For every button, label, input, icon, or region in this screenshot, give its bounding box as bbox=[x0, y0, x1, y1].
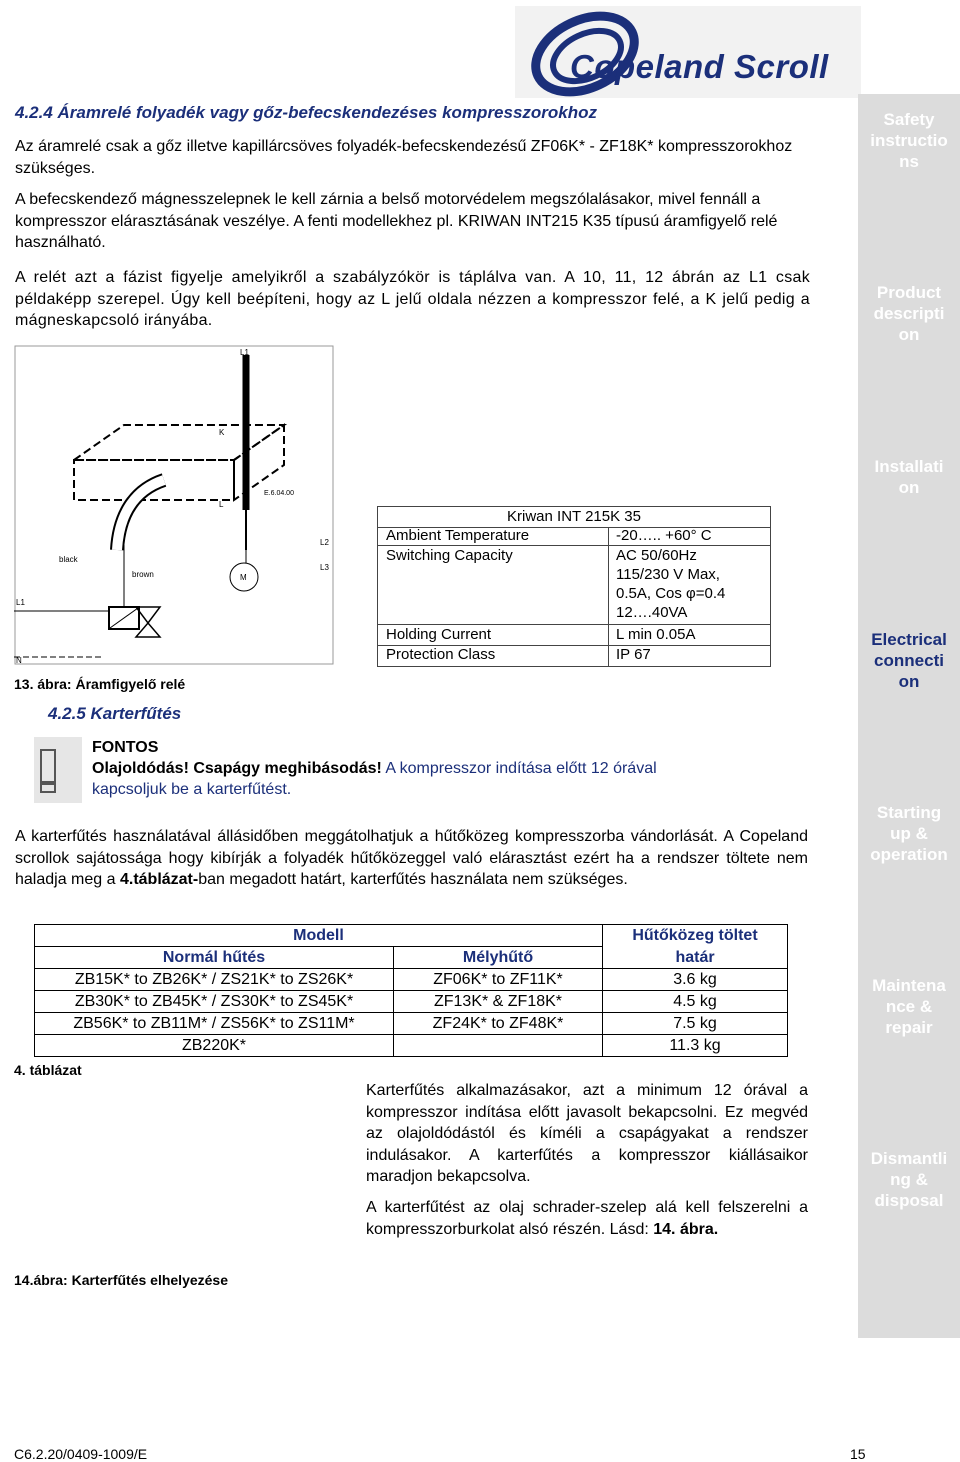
diagram-label-l1-top: L1 bbox=[240, 348, 249, 357]
table4-cell-limit: 4.5 kg bbox=[603, 991, 788, 1013]
paragraph-intro: Az áramrelé csak a gőz illetve kapillárcsöves folyadék-befecskendezésű ZF06K* - ZF18K* kompresszorokhoz szükséges. bbox=[15, 138, 793, 177]
sidebar-item-label: Electrical bbox=[871, 630, 947, 649]
section-title-4-2-4: 4.2.4 Áramrelé folyadék vagy gőz-befecskendezéses kompresszorokhoz bbox=[15, 103, 598, 122]
spec-value-switching-3: 0.5A, Cos φ=0.4 bbox=[616, 585, 726, 602]
diagram-label-l1-left: L1 bbox=[16, 598, 25, 607]
diagram-label-e: E.6.04.00 bbox=[264, 490, 294, 497]
important-text: A kompresszor indítása előtt 12 órával kapcsoljuk be a karterfűtést. bbox=[92, 760, 657, 798]
logo-wordmark: Copeland Scroll bbox=[570, 48, 829, 85]
sidebar-item-label: on bbox=[898, 672, 920, 691]
paragraph-crankcase-heater bbox=[15, 826, 808, 891]
sidebar-item-safety[interactable] bbox=[858, 109, 960, 172]
table-row bbox=[35, 1035, 788, 1057]
diagram-label-n: N bbox=[16, 656, 22, 665]
spec-value-protection: IP 67 bbox=[616, 646, 651, 663]
spec-label-ambient: Ambient Temperature bbox=[386, 527, 530, 544]
table4-header-limit-1: Hűtőközeg töltet bbox=[603, 925, 788, 947]
footer-page-number: 15 bbox=[850, 1446, 866, 1462]
sidebar-item-product[interactable] bbox=[858, 282, 960, 345]
spec-value-ambient: -20….. +60° C bbox=[616, 527, 712, 544]
chapter-sidebar bbox=[858, 94, 960, 1338]
footer-doc-id: C6.2.20/0409-1009/E bbox=[14, 1446, 148, 1462]
spec-value-switching-4: 12….40VA bbox=[616, 604, 688, 621]
sidebar-item-label: Dismantli bbox=[870, 1149, 948, 1168]
spec-label-holding: Holding Current bbox=[386, 626, 492, 643]
refrigerant-charge-table bbox=[34, 924, 788, 1057]
spec-value-switching-1: AC 50/60Hz bbox=[616, 547, 697, 564]
spec-label-switching: Switching Capacity bbox=[386, 547, 513, 564]
sidebar-item-label: on bbox=[898, 478, 920, 497]
sidebar-item-label: instructio bbox=[870, 131, 948, 150]
sidebar-item-installation[interactable] bbox=[858, 456, 960, 498]
diagram-label-m: M bbox=[240, 573, 247, 582]
diagram-label-l3: L3 bbox=[320, 563, 329, 572]
sidebar-item-label: connecti bbox=[874, 651, 944, 670]
table4-cell-normal: ZB15K* to ZB26K* / ZS21K* to ZS26K* bbox=[35, 969, 394, 991]
paragraph-crankcase-b: ban megadott határt, karterfűtés használata nem szükséges. bbox=[198, 871, 628, 888]
sidebar-item-label: Maintena bbox=[872, 976, 946, 995]
table4-cell-melyhuto: ZF06K* to ZF11K* bbox=[394, 969, 603, 991]
paragraph-valve-text: A befecskendező mágnesszelepnek le kell zárnia a belső motorvédelem megszólalásakor, mivel fennáll a kompresszor elárasztásának veszélye. A fenti modellekhez pl. KRIWAN INT215 K35 típusú áramfigyelő relé használható. bbox=[15, 191, 778, 251]
sidebar-item-label: operation bbox=[870, 845, 948, 864]
figure-14-caption: 14.ábra: Karterfűtés elhelyezése bbox=[14, 1272, 228, 1288]
warning-bar-icon bbox=[40, 749, 56, 783]
sidebar-item-label: Safety bbox=[883, 110, 935, 129]
table4-header-limit-2: határ bbox=[603, 947, 788, 969]
sidebar-item-maintenance[interactable] bbox=[858, 975, 960, 1038]
sidebar-item-label: on bbox=[898, 325, 920, 344]
sidebar-item-label: ng & bbox=[890, 1170, 928, 1189]
table4-cell-melyhuto: ZF24K* to ZF48K* bbox=[394, 1013, 603, 1035]
important-note-icon bbox=[34, 737, 82, 803]
table-4-caption: 4. táblázat bbox=[14, 1062, 82, 1078]
spec-value-switching-2: 115/230 V Max, bbox=[616, 566, 720, 583]
paragraph-heater-usage: Karterfűtés alkalmazásakor, azt a minimum 12 órával a kompresszor indítása előtt javasolt bekapcsolni. Ez megvéd az olajoldódástól és kíméli a csapágyakat a rendszer indulásakor. A karterfűtés a kompresszor kiállásaikor maradjon bekapcsolva. bbox=[366, 1082, 808, 1185]
spec-table-header: Kriwan INT 215K 35 bbox=[378, 507, 770, 528]
table4-cell-melyhuto bbox=[394, 1035, 603, 1057]
kriwan-spec-table bbox=[377, 506, 771, 667]
diagram-label-l: L bbox=[219, 500, 224, 509]
paragraph-heater-mounting-ref: 14. ábra. bbox=[653, 1220, 719, 1238]
table-row bbox=[35, 991, 788, 1013]
paragraph-relay: A relét azt a fázist figyelje amelyikről a szabályzókör is táplálva van. A 10, 11, 12 ábrán az L1 csak példaképp szerepel. Úgy kell beépíteni, hogy az L jelű oldala nézzen a kompresszor felé, a K jelű pedig a mágneskapcsoló irányába. bbox=[15, 269, 810, 329]
sidebar-item-label: ns bbox=[899, 152, 919, 171]
table-row bbox=[35, 1013, 788, 1035]
table4-header-normal: Normál hűtés bbox=[35, 947, 394, 969]
table4-cell-limit: 3.6 kg bbox=[603, 969, 788, 991]
paragraph-valve bbox=[15, 189, 810, 254]
table4-cell-melyhuto: ZF13K* & ZF18K* bbox=[394, 991, 603, 1013]
diagram-label-l2: L2 bbox=[320, 538, 329, 547]
table4-cell-limit: 11.3 kg bbox=[603, 1035, 788, 1057]
table4-header-modell: Modell bbox=[35, 925, 603, 947]
table4-header-melyhuto: Mélyhűtő bbox=[394, 947, 603, 969]
important-bold-text: Olajoldódás! Csapágy meghibásodás! bbox=[92, 760, 382, 777]
relay-wiring-diagram bbox=[14, 345, 334, 667]
important-heading: FONTOS bbox=[92, 739, 159, 756]
sidebar-item-label: Starting bbox=[876, 803, 942, 822]
sidebar-item-label: Installati bbox=[874, 457, 944, 476]
copeland-logo bbox=[515, 6, 861, 98]
spec-label-protection: Protection Class bbox=[386, 646, 496, 663]
table4-cell-normal: ZB220K* bbox=[35, 1035, 394, 1057]
sidebar-item-starting[interactable] bbox=[858, 802, 960, 865]
sidebar-item-label: disposal bbox=[874, 1191, 944, 1210]
sidebar-item-label: Product bbox=[876, 283, 942, 302]
paragraph-crankcase-a: A karterfűtés használatával állásidőben meggátolhatjuk a hűtőközeg kompresszorba vándorlását. A Copeland scrollok sajátossága hogy kibírják a folyadék hűtőközeggel való elárasztást ezért ha a rendszer töltete nem haladja meg a bbox=[15, 828, 808, 888]
paragraph-heater-mounting bbox=[366, 1197, 808, 1240]
sidebar-item-label: up & bbox=[890, 824, 928, 843]
section-title-4-2-5: 4.2.5 Karterfűtés bbox=[48, 704, 182, 723]
sidebar-item-electrical[interactable] bbox=[858, 629, 960, 692]
important-body bbox=[92, 758, 732, 800]
diagram-label-k: K bbox=[219, 428, 225, 437]
sidebar-item-dismantling[interactable] bbox=[858, 1148, 960, 1211]
diagram-label-black: black bbox=[59, 555, 78, 564]
paragraph-heater-mounting-text: A karterfűtést az olaj schrader-szelep alá kell felszerelni a kompresszorburkolat alsó részén. Lásd: bbox=[366, 1199, 808, 1238]
warning-dot-icon bbox=[40, 783, 56, 793]
table4-cell-normal: ZB30K* to ZB45K* / ZS30K* to ZS45K* bbox=[35, 991, 394, 1013]
figure-13-caption: 13. ábra: Áramfigyelő relé bbox=[14, 676, 186, 692]
paragraph-crankcase-bold: 4.táblázat- bbox=[119, 871, 199, 888]
sidebar-item-label: repair bbox=[885, 1018, 933, 1037]
table4-cell-limit: 7.5 kg bbox=[603, 1013, 788, 1035]
table-row bbox=[35, 969, 788, 991]
important-note bbox=[92, 737, 732, 800]
sidebar-item-label: descripti bbox=[873, 304, 945, 323]
sidebar-item-label: nce & bbox=[885, 997, 933, 1016]
spec-value-holding: L min 0.05A bbox=[616, 626, 696, 643]
diagram-label-brown: brown bbox=[132, 570, 154, 579]
table4-cell-normal: ZB56K* to ZB11M* / ZS56K* to ZS11M* bbox=[35, 1013, 394, 1035]
